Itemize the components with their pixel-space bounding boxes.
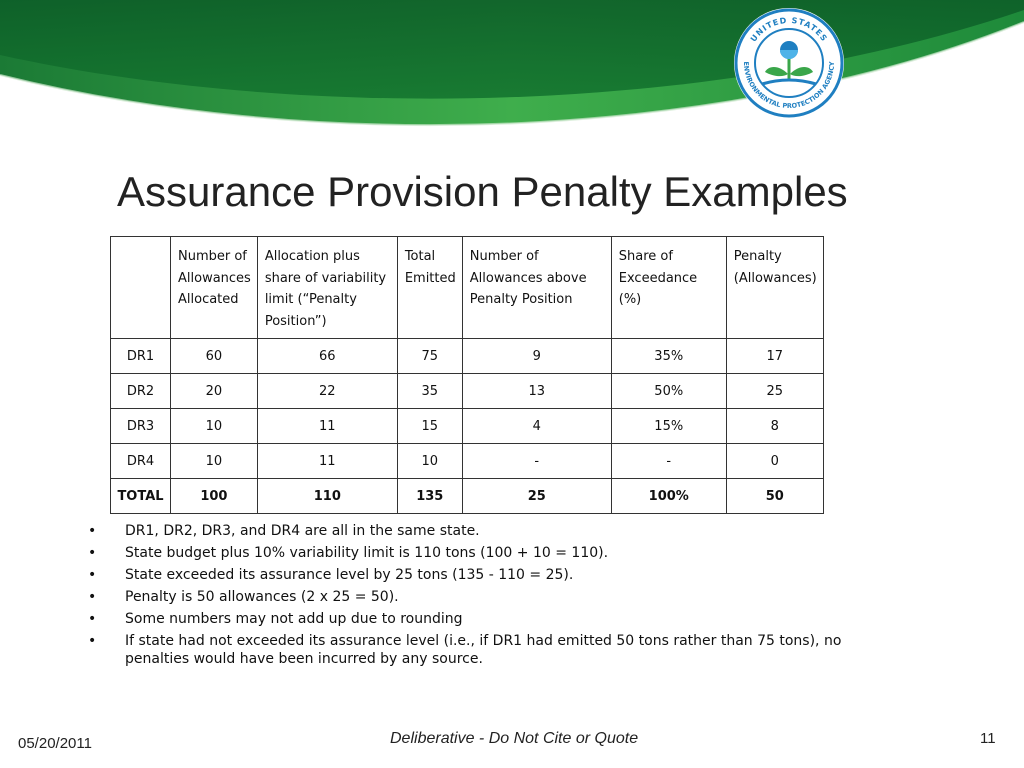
table-row	[111, 339, 824, 374]
svg-text:ENVIRONMENTAL PROTECTION AGENC: ENVIRONMENTAL PROTECTION AGENCY	[741, 61, 837, 111]
table-cell: 17	[726, 339, 823, 374]
table-row	[111, 374, 824, 409]
table-cell: 10	[397, 444, 462, 479]
bullet-icon: •	[88, 611, 97, 627]
table-cell: 35%	[611, 339, 726, 374]
table-cell: 10	[171, 409, 258, 444]
list-item-text: Penalty is 50 allowances (2 x 25 = 50).	[125, 589, 399, 605]
list-item	[0, 544, 885, 562]
bullet-icon: •	[88, 633, 97, 649]
svg-text:UNITED STATES: UNITED STATES	[748, 15, 830, 44]
table-cell: 100	[171, 479, 258, 514]
table-cell: TOTAL	[111, 479, 171, 514]
table-cell: 4	[462, 409, 611, 444]
notes-list	[0, 522, 885, 672]
table-cell: 15%	[611, 409, 726, 444]
list-item-text: Some numbers may not add up due to rounding	[125, 611, 463, 627]
table-total-row	[111, 479, 824, 514]
table-cell: DR3	[111, 409, 171, 444]
list-item	[0, 632, 885, 668]
table-header-cell: Allocation plus share of variability limit (“Penalty Position”)	[257, 237, 397, 339]
table-cell: 13	[462, 374, 611, 409]
table-cell: 0	[726, 444, 823, 479]
table-cell: 50	[726, 479, 823, 514]
table-cell: -	[611, 444, 726, 479]
list-item-text: State exceeded its assurance level by 25 tons (135 - 110 = 25).	[125, 567, 574, 583]
table-header-cell: Number of Allowances Allocated	[171, 237, 258, 339]
table-cell: 11	[257, 409, 397, 444]
table-cell: 25	[462, 479, 611, 514]
epa-seal-icon	[732, 6, 846, 120]
table-cell: 50%	[611, 374, 726, 409]
table-cell: 11	[257, 444, 397, 479]
table-row	[111, 409, 824, 444]
list-item-text: State budget plus 10% variability limit is 110 tons (100 + 10 = 110).	[125, 545, 609, 561]
table-cell: 66	[257, 339, 397, 374]
table-cell: 110	[257, 479, 397, 514]
table-header-cell: Number of Allowances above Penalty Position	[462, 237, 611, 339]
table-header-cell: Share of Exceedance (%)	[611, 237, 726, 339]
page-number: 11	[980, 730, 996, 747]
table-cell: 25	[726, 374, 823, 409]
table-cell: -	[462, 444, 611, 479]
bullet-icon: •	[88, 523, 97, 539]
footer-date: 05/20/2011	[18, 735, 92, 752]
table-cell: 20	[171, 374, 258, 409]
table-row	[111, 444, 824, 479]
list-item	[0, 566, 885, 584]
table-header-cell: Penalty (Allowances)	[726, 237, 823, 339]
list-item	[0, 610, 885, 628]
footer-note: Deliberative - Do Not Cite or Quote	[390, 730, 639, 747]
table-cell: 35	[397, 374, 462, 409]
bullet-icon: •	[88, 589, 97, 605]
table-cell: 60	[171, 339, 258, 374]
table-cell: 15	[397, 409, 462, 444]
table-cell: DR2	[111, 374, 171, 409]
list-item-text: If state had not exceeded its assurance level (i.e., if DR1 had emitted 50 tons rather than 75 tons), no penalties would have been incurred by any source.	[125, 633, 842, 667]
table-cell: 9	[462, 339, 611, 374]
table-cell: 135	[397, 479, 462, 514]
table-cell: DR1	[111, 339, 171, 374]
list-item	[0, 588, 885, 606]
list-item	[0, 522, 885, 540]
table-cell: 10	[171, 444, 258, 479]
list-item-text: DR1, DR2, DR3, and DR4 are all in the same state.	[125, 523, 480, 539]
penalty-table	[110, 236, 824, 514]
table-header-row	[111, 237, 824, 339]
header-banner	[0, 0, 1024, 150]
bullet-icon: •	[88, 545, 97, 561]
table-cell: 100%	[611, 479, 726, 514]
table-cell: 22	[257, 374, 397, 409]
table-header-cell: Total Emitted	[397, 237, 462, 339]
table-cell: 8	[726, 409, 823, 444]
page-title: Assurance Provision Penalty Examples	[117, 168, 848, 215]
bullet-icon: •	[88, 567, 97, 583]
table-cell: 75	[397, 339, 462, 374]
table-header-cell	[111, 237, 171, 339]
table-cell: DR4	[111, 444, 171, 479]
